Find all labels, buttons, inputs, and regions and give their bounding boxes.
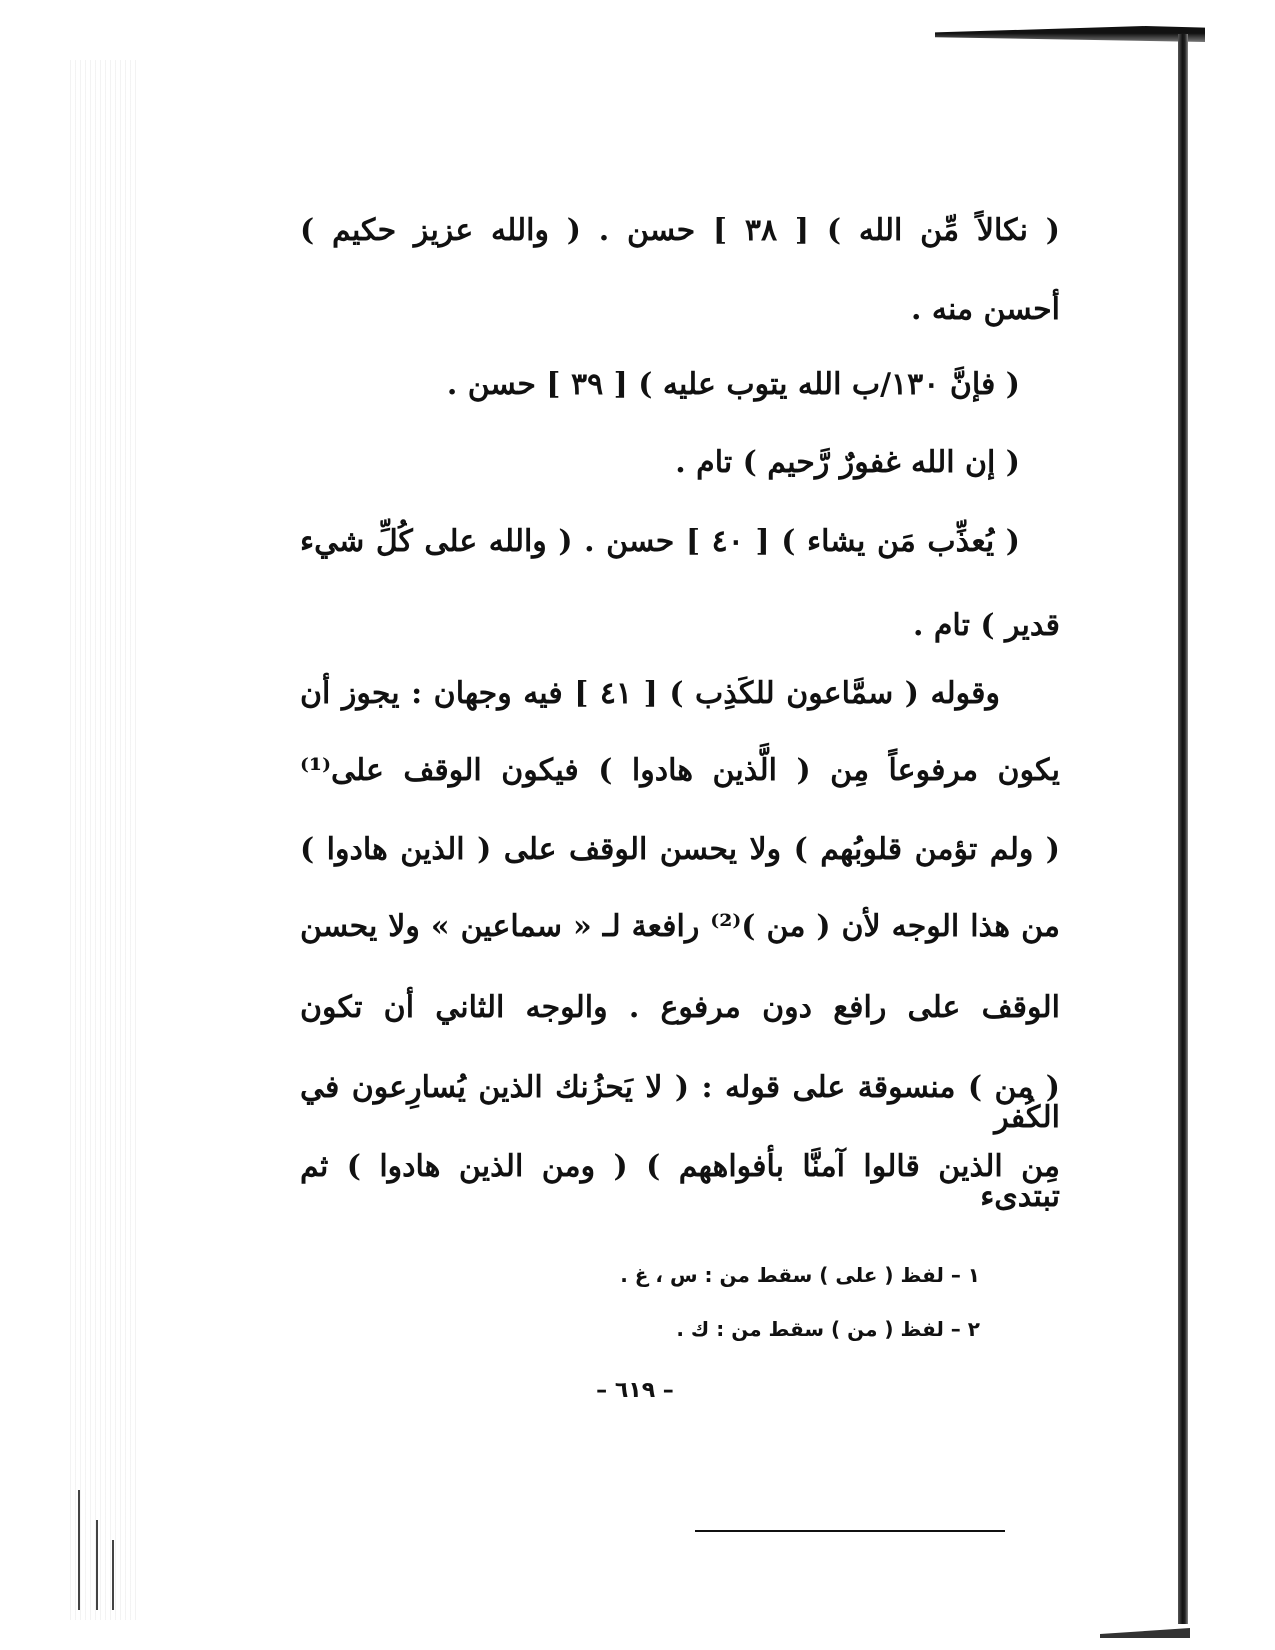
page-edge-top xyxy=(935,26,1205,42)
text-line: يكون مرفوعاً مِن ( الَّذين هادوا ) فيكون الوقف على⁽¹⁾ xyxy=(300,753,1060,788)
footnote: ١ – لفظ ( على ) سقط من : س ، غ . xyxy=(620,1263,980,1287)
text-line: من هذا الوجه لأن ( من )⁽²⁾ رافعة لـ « سماعين » ولا يحسن xyxy=(300,909,1060,944)
text-line: ( نكالاً مِّن الله ) [ ٣٨ ] حسن . ( والله عزيز حكيم ) xyxy=(300,213,1060,248)
text-line: أحسن منه . xyxy=(910,292,1060,327)
binding-line xyxy=(78,1490,80,1610)
text-line: ( من ) منسوقة على قوله : ( لا يَحزُنك الذين يُسارِعون في الكُفر xyxy=(300,1070,1060,1135)
page-number: – ٦١٩ – xyxy=(596,1378,674,1403)
page-edge-bottom xyxy=(1100,1628,1190,1638)
text-line: قدير ) تام . xyxy=(912,608,1060,643)
text-line: ( ولم تؤمن قلوبُهم ) ولا يحسن الوقف على ( الذين هادوا ) xyxy=(300,832,1060,867)
text-line: ( يُعذِّب مَن يشاء ) [ ٤٠ ] حسن . ( والله على كُلِّ شيء xyxy=(300,524,1021,559)
footnote: ٢ – لفظ ( من ) سقط من : ك . xyxy=(676,1317,980,1341)
text-line: ( فإنَّ ١٣٠/ب الله يتوب عليه ) [ ٣٩ ] حسن . xyxy=(446,367,1020,402)
binding-line xyxy=(96,1520,98,1610)
text-line: وقوله ( سمَّاعون للكَذِب ) [ ٤١ ] فيه وجهان : يجوز أن xyxy=(300,676,1001,711)
page-edge-right xyxy=(1178,34,1188,1624)
binding-shadow xyxy=(70,60,140,1620)
text-line: ( إن الله غفورٌ رَّحيم ) تام . xyxy=(675,445,1020,480)
text-line: مِن الذين قالوا آمنَّا بأفواههم ) ( ومن الذين هادوا ) ثم تبتدىء xyxy=(300,1149,1060,1214)
binding-line xyxy=(112,1540,114,1610)
text-line: الوقف على رافع دون مرفوع . والوجه الثاني أن تكون xyxy=(300,990,1060,1025)
footnote-rule xyxy=(695,1530,1005,1532)
